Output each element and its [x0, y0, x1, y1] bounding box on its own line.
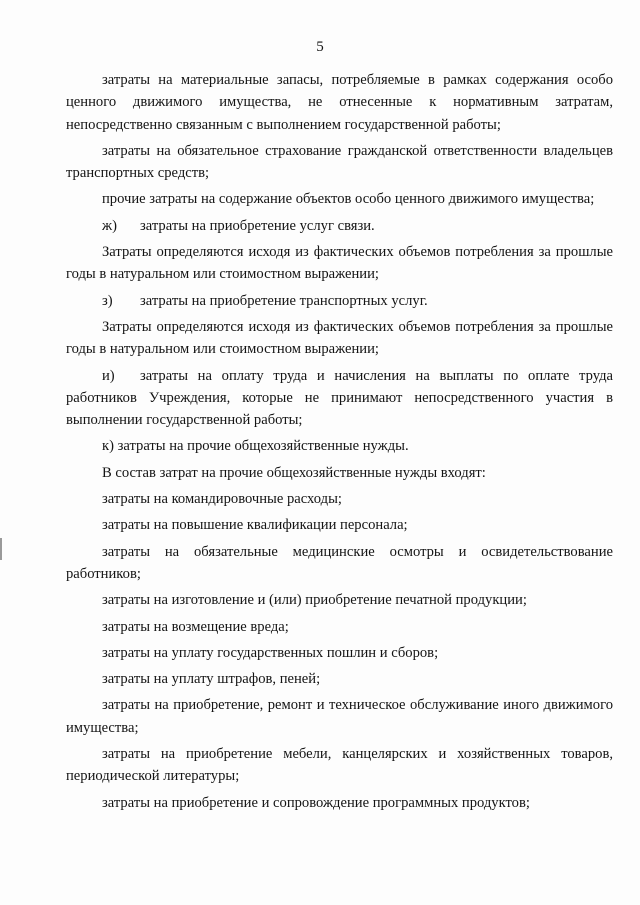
- list-item-text: затраты на оплату труда и начисления на выплаты по оплате труда работников Учреждения, которые не принимают непосредственного участия в выполнении государственной работы;: [66, 367, 613, 429]
- paragraph-3: прочие затраты на содержание объектов особо ценного движимого имущества;: [102, 191, 595, 208]
- page-number: 5: [316, 39, 324, 55]
- paragraph-17: затраты на уплату штрафов, пеней;: [102, 671, 321, 688]
- list-item-z: [66, 290, 613, 312]
- paragraph-7: Затраты определяются исходя из фактических объемов потребления за прошлые годы в натуральном или стоимостном выражении;: [66, 318, 613, 358]
- list-item-text: затраты на приобретение услуг связи.: [140, 217, 375, 234]
- list-item-label: и): [102, 367, 115, 384]
- paragraph-20: затраты на приобретение и сопровождение программных продуктов;: [102, 794, 530, 811]
- list-item-text: затраты на приобретение транспортных услуг.: [140, 292, 428, 309]
- paragraph-1: затраты на материальные запасы, потребляемые в рамках содержания особо ценного движимого имущества, не отнесенные к нормативным затратам, непосредственно связанным с выполнением государственной работы;: [66, 72, 613, 133]
- paragraph-16: затраты на уплату государственных пошлин и сборов;: [102, 644, 439, 661]
- document-body: [66, 69, 613, 818]
- list-item-i: [66, 365, 613, 432]
- paragraph-13: затраты на обязательные медицинские осмотры и освидетельствование работников;: [66, 543, 613, 582]
- paragraph-14: затраты на изготовление и (или) приобретение печатной продукции;: [102, 592, 527, 609]
- paragraph-18: затраты на приобретение, ремонт и техническое обслуживание иного движимого имущества;: [66, 697, 613, 736]
- paragraph-10: В состав затрат на прочие общехозяйственные нужды входят:: [102, 464, 486, 481]
- paragraph-12: затраты на повышение квалификации персонала;: [102, 517, 408, 534]
- list-item-label: з): [102, 292, 113, 309]
- paragraph-5: Затраты определяются исходя из фактических объемов потребления за прошлые годы в натуральном или стоимостном выражении;: [66, 244, 613, 283]
- paragraph-2: затраты на обязательное страхование гражданской ответственности владельцев транспортных средств;: [66, 142, 613, 182]
- paragraph-11: затраты на командировочные расходы;: [102, 491, 342, 508]
- paragraph-19: затраты на приобретение мебели, канцелярских и хозяйственных товаров, периодической литературы;: [66, 746, 613, 785]
- paragraph-15: затраты на возмещение вреда;: [102, 618, 289, 635]
- paragraph-9: к) затраты на прочие общехозяйственные нужды.: [102, 438, 409, 455]
- scan-edge-mark: [0, 538, 2, 560]
- list-item-label: ж): [102, 217, 117, 234]
- list-item-zh: [66, 215, 613, 237]
